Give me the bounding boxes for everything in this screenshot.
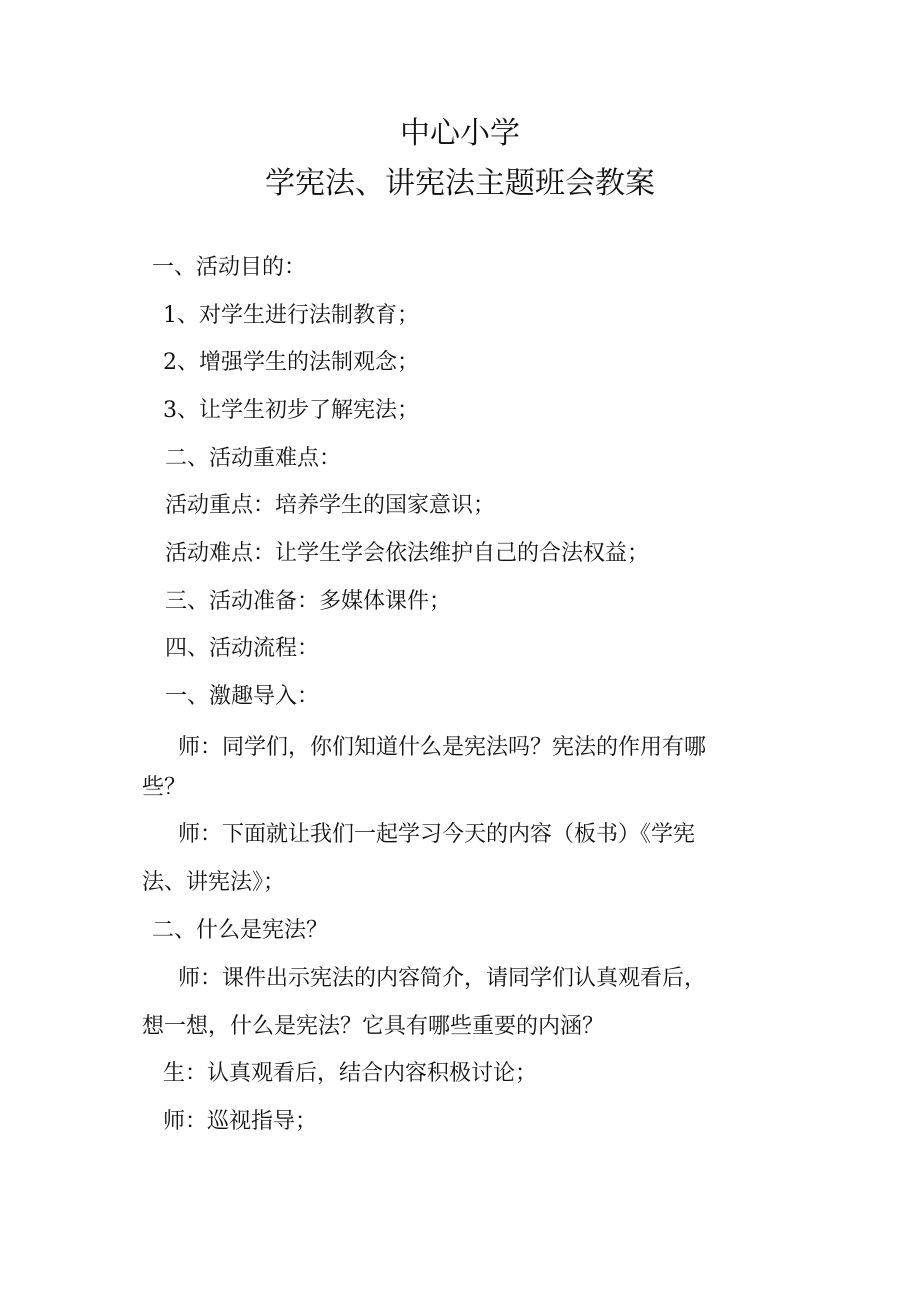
section-heading-preparation: 三、活动准备：多媒体课件； [165,589,452,614]
section-heading-process: 四、活动流程： [165,636,320,661]
paragraph-line: 生：认真观看后，结合内容积极讨论； [163,1061,538,1086]
paragraph-line: 师：课件出示宪法的内容简介，请同学们认真观看后， [178,966,707,991]
paragraph-line: 师：下面就让我们一起学习今天的内容（板书）《学宪 [178,822,696,847]
step-heading-what-is-constitution: 二、什么是宪法？ [152,918,329,943]
step-heading-introduction: 一、激趣导入： [165,684,320,709]
objective-item-1: 1、对学生进行法制教育； [163,303,419,328]
paragraph-line: 想一想，什么是宪法？它具有哪些重要的内涵？ [142,1014,605,1039]
key-point-text: 活动重点：培养学生的国家意识； [165,493,496,518]
paragraph-line: 师：同学们，你们知道什么是宪法吗？宪法的作用有哪 [178,735,707,760]
school-title: 中心小学 [400,116,520,151]
paragraph-line: 些？ [142,775,187,800]
lesson-title: 学宪法、讲宪法主题班会教案 [265,166,655,201]
difficult-point-text: 活动难点：让学生学会依法维护自己的合法权益； [165,541,650,566]
objective-item-2: 2、增强学生的法制观念； [163,350,419,375]
paragraph-line: 师：巡视指导； [163,1109,318,1134]
section-heading-key-points: 二、活动重难点： [165,446,342,471]
objective-item-3: 3、让学生初步了解宪法； [163,398,419,423]
paragraph-line: 法、讲宪法》； [142,870,286,895]
section-heading-objectives: 一、活动目的： [152,255,307,280]
